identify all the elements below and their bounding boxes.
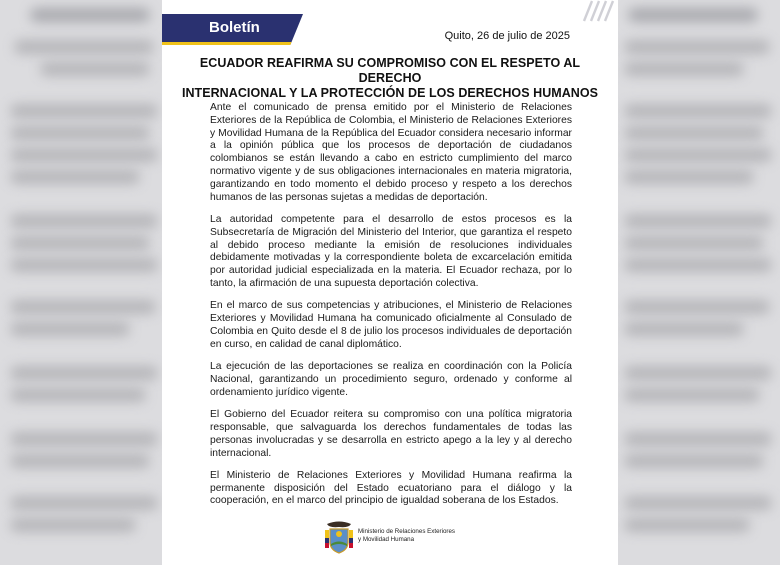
ministry-footer <box>324 520 484 558</box>
title-line-2: INTERNACIONAL Y LA PROTECCIÓN DE LOS DERECHOS HUMANOS <box>181 86 599 100</box>
blurred-background-right <box>618 0 780 565</box>
slash-stripes-icon <box>578 0 616 22</box>
paragraph: El Ministerio de Relaciones Exteriores y Movilidad Humana reafirma la permanente disposición del Estado ecuatoriano para el diálogo y la cooperación, en el marco del principio de igualdad soberana de los Estados. <box>210 469 572 507</box>
blurred-background-left <box>0 0 162 565</box>
paragraph: La autoridad competente para el desarrollo de estos procesos es la Subsecretaría de Migración del Ministerio del Interior, que garantiza el respeto al debido proceso mediante la emisión de resoluciones individuales debidamente motivadas y la correspondiente boleta de excarcelación emitida por autoridad judicial especializada en la materia. El Ecuador rechaza, por lo tanto, la afirmación de una supuesta deportación colectiva. <box>210 213 572 289</box>
title-line-1: ECUADOR REAFIRMA SU COMPROMISO CON EL RESPETO AL DERECHO <box>199 56 581 85</box>
paragraph: La ejecución de las deportaciones se realiza en coordinación con la Policía Nacional, garantizando un procedimiento seguro, ordenado y conforme al ordenamiento jurídico vigente. <box>210 361 572 398</box>
press-release-page <box>162 0 618 565</box>
ministry-name <box>358 528 488 544</box>
paragraph: El Gobierno del Ecuador reitera su compromiso con una política migratoria responsable, que salvaguarda los derechos fundamentales de todas las personas involucradas y se desarrolla en estricto apego a la ley y al derecho internacional. <box>210 409 572 459</box>
paragraph: En el marco de sus competencias y atribuciones, el Ministerio de Relaciones Exteriores y Movilidad Humana ha comunicado oficialmente al Consulado de Colombia en Quito desde el 8 de julio los procesos individuales de deportación en curso, en calidad de canal diplomático. <box>210 300 572 350</box>
ecuador-coat-of-arms-icon <box>324 520 354 556</box>
ministry-name-line-2: y Movilidad Humana <box>358 536 415 543</box>
bulletin-label: Boletín <box>209 19 260 36</box>
release-body <box>210 102 572 518</box>
release-date: Quito, 26 de julio de 2025 <box>444 30 570 42</box>
release-title <box>180 56 600 101</box>
paragraph: Ante el comunicado de prensa emitido por el Ministerio de Relaciones Exteriores de la República de Colombia, el Ministerio de Relaciones Exteriores y Movilidad Humana de la República del Ecuador considera necesario informar a la opinión pública que los procesos de deportación de ciudadanos colombianos se están llevando a cabo en estricto cumplimiento del marco normativo vigente y de sus obligaciones internacionales en materia migratoria, garantizando en todo momento el debido proceso y respeto a los derechos humanos de las personas sujetas a medidas de deportación. <box>210 102 572 203</box>
ministry-name-line-1: Ministerio de Relaciones Exteriores <box>358 528 455 535</box>
